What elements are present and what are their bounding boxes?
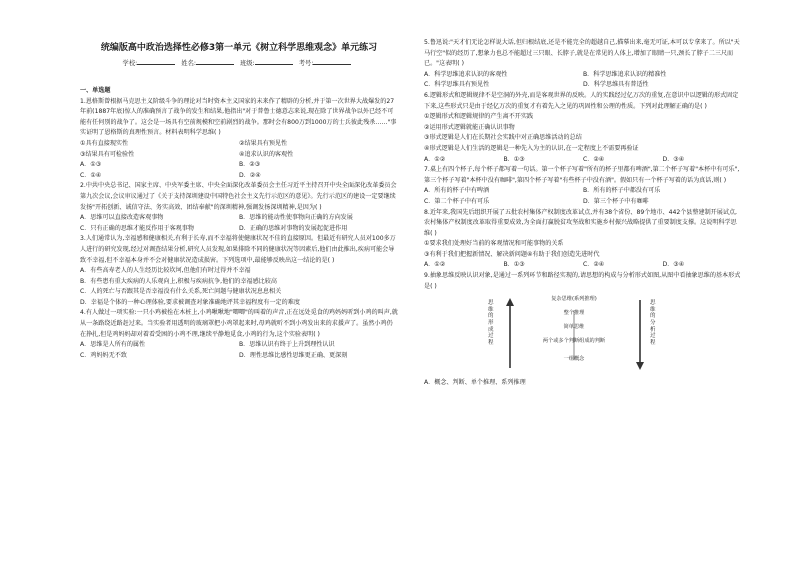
q3-option-c[interactable]: C．人的死亡与否跟其是否幸福没有什么关系,死亡问题与健康状况息息相关 — [80, 288, 282, 296]
q7-option-b[interactable]: B．所有的杯子中都没有可乐 — [583, 187, 661, 195]
q1-text: 1.恩格斯曾根据马克思主义阶级斗争的理论对当时资本主义国家的未来作了精辟的分析,并于第一次世界大战爆发的27年前(1887年底)惊人的准确预言了战争的发生和结果,他指出"对于普鲁士德意志来说,现在除了世界战争以外已经不可能有任何别的战争了。这会是一场具有空前规模和空前剧烈的战争。那时会有800万到1000万的士兵彼此残杀……"事实证明了恩格斯的真理性预言。材料表明科学思维( ) — [80, 97, 397, 137]
field-school-blank[interactable] — [137, 57, 175, 65]
left-column — [80, 86, 398, 361]
q6-item: ③形式逻辑是人们在长期社会实践中对正确思维活动的总结 — [424, 134, 582, 142]
q6-option-c[interactable]: C．②④ — [583, 155, 605, 163]
q9-text: 9.抽象思维反映认识对象,是通过一系列环节和路径实现的,请思想的构成与分析形式如图,从图中看抽象思维的基本形式是( ) — [424, 272, 741, 290]
q2-option-d[interactable]: D．正确的思维对事物的发展起促进作用 — [239, 224, 348, 232]
q8-option-a[interactable]: A．①② — [424, 261, 446, 269]
q7-option-a[interactable]: A．所有的杯子中有啤酒 — [424, 187, 490, 195]
q1-item: ④追求认识的客观性 — [239, 150, 294, 158]
thinking-diagram — [424, 294, 742, 374]
q3-option-b[interactable]: B．有些患有重大疾病的人乐观向上,积极与疾病抗争,他们的幸福感比较高 — [80, 277, 277, 285]
q5-option-d[interactable]: D．科学思维具有普适性 — [583, 81, 649, 89]
q1-items — [80, 150, 398, 161]
q8-option-b[interactable]: B．①③ — [503, 261, 525, 269]
q4-option-a[interactable]: A．思维是人所有的属性 — [80, 341, 146, 349]
page-title: 统编版高中政治选择性必修3第一单元《树立科学思维观念》单元练习 — [100, 43, 378, 53]
q6-item: ①逻辑形式和逻辑规律的产生离不开实践 — [424, 113, 534, 121]
q3-option-a[interactable]: A．有些高寿老人的人生经历比较坎坷,但他们有时过得并不幸福 — [80, 267, 251, 275]
q8-text: 8.近年来,我国先后组织开展了五批农村集体产权制度改革试点,并有38个省份、89个地市、442个县整建制开展试点,农村集体产权制度改革取得重要成效,为全面打赢脱贫攻坚战和实施乡村振兴战略提供了重要制度支撑。这说明科学思维( ) — [424, 208, 737, 237]
q8-option-c[interactable]: C．②④ — [583, 261, 605, 269]
q5-option-c[interactable]: C．科学思维具有预见性 — [424, 81, 490, 89]
q1-option-b[interactable]: B．②③ — [239, 161, 261, 169]
section-heading: 一、单选题 — [80, 87, 111, 94]
q2-options — [80, 224, 398, 235]
q4-option-c[interactable]: C．鸡妈妈无不致 — [80, 351, 127, 359]
q1-item: ②结果具有预见性 — [239, 139, 288, 147]
q2-text: 2.中共中央总书记、国家主席、中央军委主席、中央全面深化改革委员会主任习近平主持召开中央全面深化改革委员会第九次会议,会议审议通过了《关于支持深圳建设中国特色社会主义先行示范区的意见》。先行示范区的建设一定要继续发扬"开拓创新、诚信守法、务实高效、团结奉献"的深圳精神,强调发扬深圳精神,是因为( ) — [80, 182, 397, 211]
q8-options — [424, 260, 742, 271]
q4-option-b[interactable]: B．思维认识有终于上升到理性认识 — [239, 341, 335, 349]
q6-item: ④形式逻辑是人们生活的逻辑是一种先入为主的认识,在一定程度上不需要再验证 — [424, 144, 639, 152]
q1-option-c[interactable]: C．①④ — [80, 171, 102, 179]
q2-option-a[interactable]: A．思维可以直接改造客观事物 — [80, 214, 164, 222]
q5-options — [424, 80, 742, 91]
q8-option-d[interactable]: D．③④ — [662, 261, 685, 269]
q1-options — [80, 171, 398, 182]
q7-text: 7.桌上有四个杯子,每个杯子都写着一句话。第一个杯子写着"所有的杯子里都有啤酒",第二个杯子写着"本杯中有可乐",第三个杯子写着"本杯中没有咖啡",第四个杯子写着"有些杯子中没有酒"。假如只有一个杯子写着的话为真话,则( ) — [424, 166, 740, 184]
q1-option-d[interactable]: D．②④ — [239, 171, 261, 179]
diagram-row3: 简单思维 — [563, 324, 585, 331]
field-class-blank[interactable] — [255, 57, 293, 65]
analysis-arrowhead — [636, 362, 644, 370]
field-number-blank[interactable] — [313, 57, 351, 65]
q4-option-d[interactable]: D．理性思维比感性思维更正确、更深刻 — [239, 351, 348, 359]
right-column — [424, 38, 742, 389]
q9-option-a[interactable]: A．概念、判断、单个推理、系列推理 — [424, 379, 526, 387]
field-name-label: 姓名: — [181, 60, 196, 67]
student-info-line — [80, 57, 398, 69]
q6-item: ②运用形式逻辑就能正确认识事物 — [424, 123, 515, 131]
diagram-right-label: 思维的分析过程 — [650, 300, 656, 346]
formation-arrowhead — [506, 298, 514, 306]
q1-options — [80, 160, 398, 171]
diagram-left-label: 思维的形成过程 — [488, 300, 494, 346]
q1-option-a[interactable]: A．①③ — [80, 161, 102, 169]
q3-option-d[interactable]: D．幸福是个体的一种心理体验,要求被调查对象准确地评其幸福程度有一定的难度 — [80, 298, 300, 306]
q3-text: 3.人们通常认为,幸福感和健康相关,有利于长寿,而不幸福将使健康状况不佳的直接原因。但最近有研究人员对100多万人进行的研究发现,经过对调查结果分析,研究人员发现,如果排除不同的健康状况等因素后,他们由此推出,疾病可能会导致不幸福,但不幸福本身并不会对健康状况造成损害。下列选项中,最能够反映出这一结论的是( ) — [80, 235, 396, 264]
field-number-label: 考号: — [298, 60, 314, 67]
diagram-top: 复杂思维(系列推理) — [551, 296, 597, 303]
q7-option-d[interactable]: D．第三个杯子中有咖啡 — [583, 197, 649, 205]
diagram-row4: 两个或多个判断组成的判断 — [542, 338, 606, 345]
field-name-blank[interactable] — [196, 57, 234, 65]
q6-option-b[interactable]: B．①③ — [503, 155, 525, 163]
q5-text: 5.鲁迅说:"天才们无论怎样说大话,但归根结底,还是不能完全的超越自己,描摹出来,毫无可证,本可以专拿来了。所以"天马行空"似的经历了,想象力也总不能超过三只眼、长脖子,就是在常见的人体上,增加了眼睛一只,颈长了脖子二三尺而已。"这表明( ) — [424, 39, 740, 68]
q1-items — [80, 139, 398, 150]
q7-options — [424, 186, 742, 197]
q5-option-b[interactable]: B．科学思维追求认识的精准性 — [583, 70, 667, 78]
q4-options — [80, 340, 398, 351]
q4-text: 4.有人做过一项实验:一只小鸡被拴在木桩上,小鸡啾啾地"唧唧"的叫着的声音,正在远处觅食的鸡妈妈听到小鸡的叫声,就从一条路绕近路赶过来。当实验者用透明的玻璃罩把小鸡罩起来时,母鸡就听不到小鸡发出来的求援声了。虽然小鸡仍在挣扎,但是鸡妈妈却对着看受困的小鸡不理,继续平静地觅食,小鸡的行为,这个实验表明( ) — [80, 309, 398, 338]
q2-option-b[interactable]: B．思维的能动性使事物向正确的方向发展 — [239, 214, 353, 222]
q6-text: 6.逻辑形式和逻辑规律不是空洞的外壳,而是客观世界的反映。人的实践经过亿万次的重复,在意识中以逻辑的形式固定下来,这些形式只是由于经亿万次的重复才有着先入之见的巩固性和公理的性质。下列对此理解正确的是( ) — [424, 91, 739, 110]
q8-item: ③有利于我们把握新情况、解决新问题④有助于我们创造先进时代 — [424, 250, 600, 258]
q2-option-c[interactable]: C．只有正确的思维才能反作用于客观事物 — [80, 224, 194, 232]
q4-options — [80, 351, 398, 362]
q6-option-d[interactable]: D．③④ — [662, 155, 685, 163]
q8-item: ①要求我们处理好当前的客观情况和可能事物的关系 — [424, 240, 564, 248]
diagram-row2: 整个推理 — [563, 310, 585, 317]
q2-options — [80, 213, 398, 224]
q5-option-a[interactable]: A．科学思维追求认识的客观性 — [424, 70, 508, 78]
field-school-label: 学校: — [122, 60, 138, 67]
q6-option-a[interactable]: A．①② — [424, 155, 446, 163]
q1-item: ③结果具有可检验性 — [80, 150, 135, 158]
q5-options — [424, 70, 742, 81]
q7-option-c[interactable]: C．第二个杯子中有可乐 — [424, 197, 490, 205]
q7-options — [424, 197, 742, 208]
field-class-label: 班级: — [240, 60, 255, 67]
q1-item: ①具有直接现实性 — [80, 139, 129, 147]
q6-options — [424, 155, 742, 166]
diagram-row5: 一组概念 — [563, 356, 585, 363]
